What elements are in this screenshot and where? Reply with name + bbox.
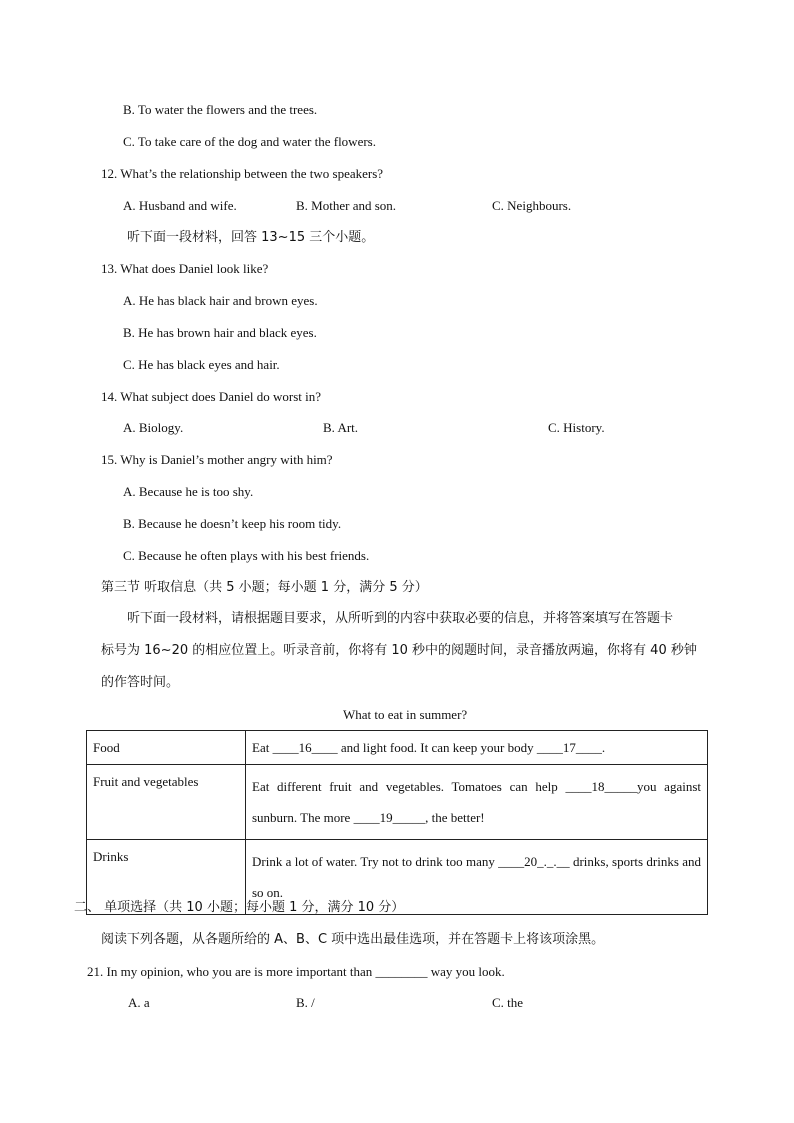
text-part: and light food. It can keep your body: [337, 740, 537, 755]
q12-option-c: C. Neighbours.: [492, 198, 572, 213]
q12-option-a: A. Husband and wife.: [123, 198, 237, 213]
row-text: [246, 765, 708, 840]
instruction-13-15: 听下面一段材料，回答 13~15 三个小题。: [127, 230, 375, 245]
q15-option-b: B. Because he doesn’t keep his room tidy.: [123, 516, 342, 531]
q21-option-b: B. /: [296, 995, 315, 1010]
part2-instruction: 阅读下列各题，从各题所给的 A、B、C 项中选出最佳选项，并在答题卡上将该项涂黑。: [101, 932, 605, 947]
text-part: Drink a lot of water. Try not to drink too many: [252, 854, 499, 869]
section3-para-line1: 听下面一段材料，请根据题目要求，从所听到的内容中获取必要的信息，并将答案填写在答题卡: [127, 611, 674, 626]
answer-blank-18: ____18_____: [565, 779, 637, 794]
row-label: Fruit and vegetables: [87, 765, 246, 840]
row-label: Food: [87, 731, 246, 765]
answer-blank-19: ____19_____: [353, 810, 426, 825]
q14-option-a: A. Biology.: [123, 420, 184, 435]
q13-option-a: A. He has black hair and brown eyes.: [123, 293, 318, 308]
q21-option-c: C. the: [492, 995, 524, 1010]
q15-option-c: C. Because he often plays with his best friends.: [123, 548, 370, 563]
table-title: What to eat in summer?: [343, 707, 468, 722]
q21-option-a: A. a: [128, 995, 150, 1010]
q15-option-a: A. Because he is too shy.: [123, 484, 254, 499]
row-label: Drinks: [87, 840, 246, 915]
text-part: drinks, sports drinks and so on.: [252, 854, 701, 900]
info-table: [86, 730, 708, 915]
section3-heading: 第三节 听取信息（共 5 小题；每小题 1 分，满分 5 分）: [101, 580, 428, 595]
answer-blank-20: ____20_._.__: [498, 854, 570, 869]
text-part: you against sunburn. The more: [252, 779, 701, 825]
table-row: [87, 765, 708, 840]
q21-question: 21. In my opinion, who you are is more important than ________ way you look.: [87, 964, 505, 979]
text-part: Eat: [252, 740, 273, 755]
q11-option-c: C. To take care of the dog and water the flowers.: [123, 134, 376, 149]
section3-para-line2: 标号为 16~20 的相应位置上。听录音前，你将有 10 秒中的阅题时间，录音播放两遍，你将有 40 秒钟: [101, 643, 697, 658]
answer-blank-17: ____17____: [536, 740, 602, 755]
text-part: .: [601, 740, 606, 755]
q15-question: 15. Why is Daniel’s mother angry with him?: [101, 452, 333, 467]
part2-heading: 二、 单项选择（共 10 小题；每小题 1 分，满分 10 分）: [74, 900, 405, 915]
q13-question: 13. What does Daniel look like?: [101, 261, 269, 276]
row-text: [246, 731, 708, 765]
table-row: [87, 731, 708, 765]
q14-option-c: C. History.: [548, 420, 605, 435]
answer-blank-16: ____16____: [272, 740, 338, 755]
q14-question: 14. What subject does Daniel do worst in?: [101, 389, 321, 404]
text-part: Eat different fruit and vegetables. Tomatoes can help: [252, 779, 566, 794]
q11-option-b: B. To water the flowers and the trees.: [123, 102, 318, 117]
section3-para-line3: 的作答时间。: [101, 675, 180, 690]
q13-option-b: B. He has brown hair and black eyes.: [123, 325, 317, 340]
q13-option-c: C. He has black eyes and hair.: [123, 357, 280, 372]
q12-option-b: B. Mother and son.: [296, 198, 397, 213]
q12-question: 12. What’s the relationship between the two speakers?: [101, 166, 384, 181]
text-part: , the better!: [425, 810, 485, 825]
q14-option-b: B. Art.: [323, 420, 359, 435]
